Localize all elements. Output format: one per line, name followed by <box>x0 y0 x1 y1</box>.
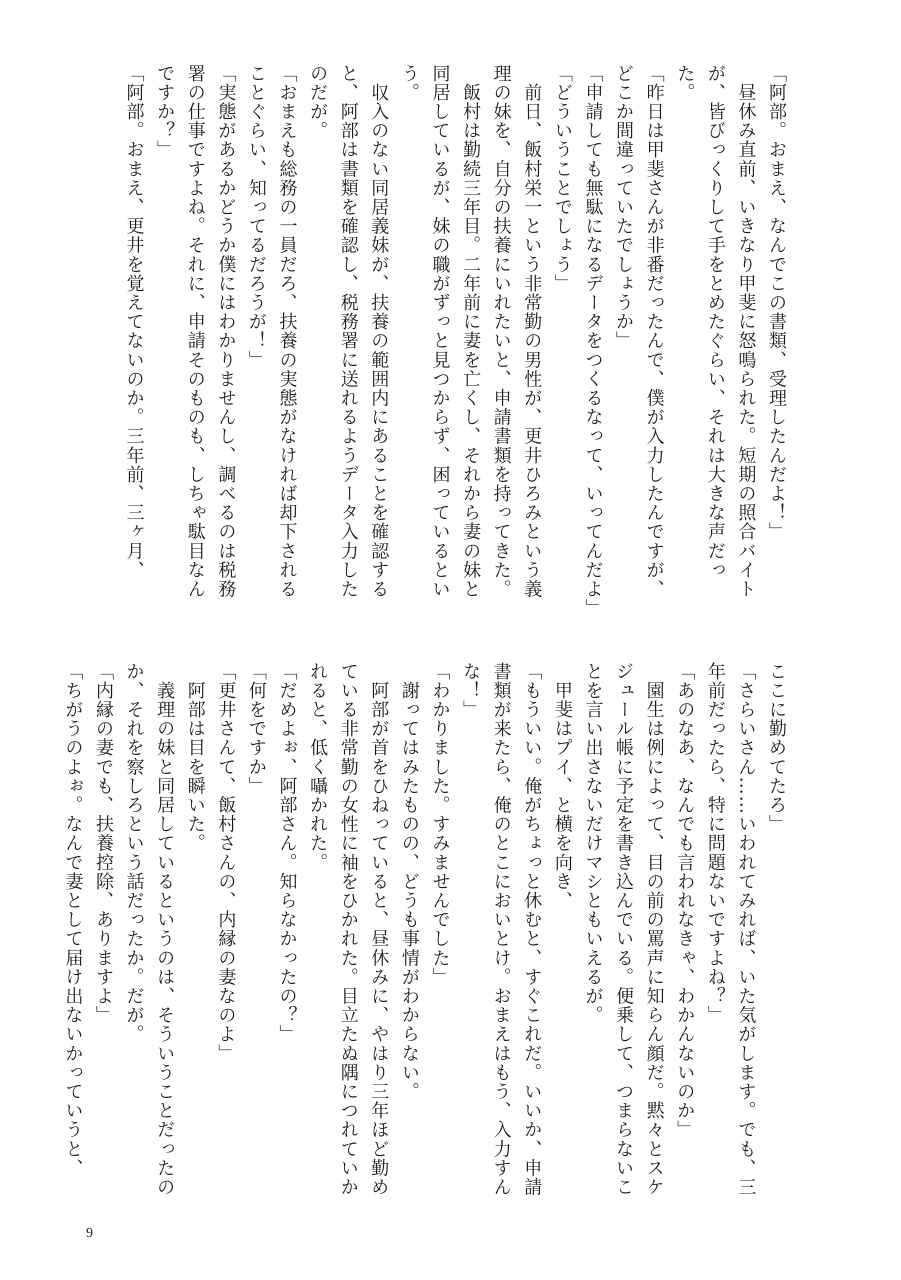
paragraph: 「おまえも総務の一員だろ、扶養の実態がなければ却下されることぐらい、知ってるだろうが！」 <box>245 64 298 599</box>
paragraph: 甲斐はプイ、と横を向き、 <box>551 662 573 911</box>
paragraph: 「阿部。おまえ、更井を覚えてないのか。三年前、三ヶ月、 <box>123 64 145 580</box>
paragraph: 「だめよぉ、阿部さん。知らなかったの？」 <box>276 662 298 1044</box>
paragraph: 謝ってはみたものの、どうも事情がわからない。 <box>398 662 420 1102</box>
paragraph: 「更井さんて、飯村さんの、内縁の妻なのよ」 <box>215 662 237 1064</box>
paragraph: 「昨日は甲斐さんが非番だったんで、僕が入力したんですが、どこか間違っていたでしょうか」 <box>613 64 665 599</box>
paragraph: 昼休み直前、いきなり甲斐に怒鳴られた。短期の照合バイトが、皆びっくりして手をとめたぐらい、それは大きな声だった。 <box>674 64 757 599</box>
paragraph: 「実態があるかどうか僕にはわかりませんし、調べるのは税務署の仕事ですよね。それに、申請そのものも、しちゃ駄目なんですか？」 <box>154 64 237 599</box>
paragraph: 「阿部。おまえ、なんでこの書類、受理したんだよ！」 <box>766 64 787 542</box>
paragraph: 「申請しても無駄になるデータをつくるなって、いってんだよ」 <box>582 64 604 618</box>
paragraph: 園生は例によって、目の前の罵声に知らん顔だ。黙々とスケジュール帳に予定を書き込んでいる。便乗して、つまらないことを言い出さないだけマシともいえるが。 <box>582 662 665 1197</box>
paragraph: 飯村は勤続三年目。二年前に妻を亡くし、それから妻の妹と同居しているが、妹の職がずっと見つからず、困っているという。 <box>398 64 482 599</box>
paragraph: 収入のない同居義妹が、扶養の範囲内にあることを確認すると、阿部は書類を確認し、税務署に送れるようデータ入力したのだが。 <box>307 64 390 599</box>
paragraph: 「あのなあ、なんでも言われなきゃ、わかんないのか」 <box>674 662 696 1140</box>
paragraph: 「さらいさん……いわれてみれば、いた気がします。でも、三年前だったら、特に問題ないですよね？」 <box>704 662 757 1197</box>
paragraph: 「もういい。俺がちょっと休むと、すぐこれだ。いいか、申請書類が来たら、俺のとこにおいとけ。おまえはもう、入力すんな！」 <box>460 662 543 1197</box>
paragraph: 「何をですか」 <box>245 662 267 796</box>
paragraph: 「わかりました。すみませんでした」 <box>429 662 451 987</box>
paragraph: 阿部は目を瞬いた。 <box>184 662 206 853</box>
paragraph: 「ちがうのよぉ。なんで妻として届け出ないかっていうと、 <box>62 662 84 1178</box>
paragraph: 阿部が首をひねっていると、昼休みに、やはり三年ほど勤めている非常勤の女性に袖をひかれた。目立たぬ隅につれていかれると、低く囁かれた。 <box>307 662 390 1197</box>
upper-text-block <box>111 64 791 618</box>
paragraph: 前日、飯村栄一という非常勤の男性が、更井ひろみという義理の妹を、自分の扶養にいれたいと、申請書類を持ってきた。 <box>490 64 543 599</box>
paragraph: ここに勤めてたろ」 <box>766 662 787 834</box>
page-number: 9 <box>86 1226 93 1241</box>
paragraph: 義理の妹と同居しているというのは、そういうことだったのか、それを察しろという話だったか。だが。 <box>123 662 176 1197</box>
lower-text-block <box>62 662 791 1207</box>
paragraph: 「どういうことでしょう」 <box>551 64 573 294</box>
paragraph: 「内縁の妻でも、扶養控除、ありますよ」 <box>92 662 114 1025</box>
